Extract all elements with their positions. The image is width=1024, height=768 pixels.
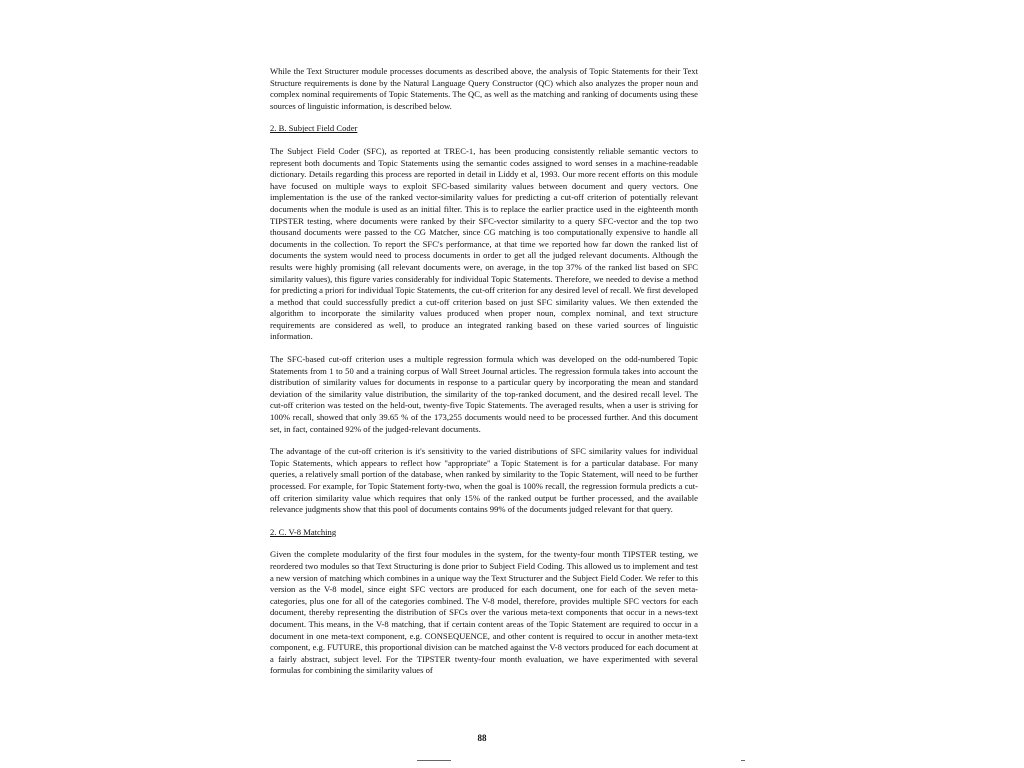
- document-body: [270, 66, 698, 688]
- sfc-paragraph-2: The SFC-based cut-off criterion uses a multiple regression formula which was developed on the odd-numbered Topic Statements from 1 to 50 and a training corpus of Wall Street Journal articles. The regression formula takes into account the distribution of similarity values for documents in response to a particular query by incorporating the mean and standard deviation of the similarity value distribution, the similarity of the top-ranked document, and the desired recall level. The cut-off criterion was tested on the held-out, twenty-five Topic Statements. The averaged results, when a user is striving for 100% recall, showed that only 39.65 % of the 173,255 documents would need to be processed further. And this document set, in fact, contained 92% of the judged-relevant documents.: [270, 354, 698, 434]
- sfc-paragraph-1: The Subject Field Coder (SFC), as reported at TREC-1, has been producing consistently reliable semantic vectors to represent both documents and Topic Statements using the semantic codes assigned to word senses in a machine-readable dictionary. Details regarding this process are reported in detail in Liddy et al, 1993. Our more recent efforts on this module have focused on multiple ways to exploit SFC-based similarity values between document and query vectors. One implementation is the use of the ranked vector-similarity values for predicting a cut-off criterion of potentially relevant documents when the module is used as an initial filter. This is to replace the earlier practice used in the eighteenth month TIPSTER testing, where documents were ranked by their SFC-vector similarity to a query SFC-vector and the top two thousand documents were passed to the CG Matcher, since CG matching is too computationally expensive to handle all documents in the collection. To report the SFC's performance, at that time we reported how far down the ranked list of documents the system would need to process documents in order to get all the judged relevant documents. Although the results were highly promising (all relevant documents were, on average, in the top 37% of the ranked list based on SFC similarity values), this figure varies considerably for individual Topic Statements. Therefore, we needed to devise a method for predicting a priori for individual Topic Statements, the cut-off criterion for any desired level of recall. We first developed a method that could successfully predict a cut-off criterion based on just SFC similarity values. We then extended the algorithm to incorporate the similarity values produced when proper noun, complex nominal, and text structure requirements are considered as well, to produce an integrated ranking based on these varied sources of linguistic information.: [270, 145, 699, 342]
- footer-rule-right: [741, 760, 745, 761]
- intro-paragraph: While the Text Structurer module processes documents as described above, the analysis of Topic Statements for their Text Structure requirements is done by the Natural Language Query Constructor (QC) which also analyzes the proper noun and complex nominal requirements of Topic Statements. The QC, as well as the matching and ranking of documents using these sources of linguistic information, is described below.: [270, 66, 698, 111]
- v8-paragraph-1: Given the complete modularity of the first four modules in the system, for the twenty-four month TIPSTER testing, we reordered two modules so that Text Structuring is done prior to Subject Field Coding. This allowed us to implement and test a new version of matching which combines in a unique way the Text Structurer and the Subject Field Coder. We refer to this version as the V-8 model, since eight SFC vectors are produced for each document, one for each of the seven meta-categories, plus one for all of the categories combined. The V-8 model, therefore, provides multiple SFC vectors for each document, thereby representing the distribution of SFCs over the various meta-text components that occur in a news-text document. This means, in the V-8 matching, that if certain content areas of the Topic Statement are required to occur in a document in one meta-text component, e.g. CONSEQUENCE, and other content is required to occur in another meta-text component, e.g. FUTURE, this proportional division can be matched against the V-8 vectors produced for each document at a fairly abstract, subject level. For the TIPSTER twenty-four month evaluation, we have experimented with several formulas for combining the similarity values of: [270, 549, 698, 676]
- page-number: 88: [477, 733, 487, 743]
- sfc-paragraph-3: The advantage of the cut-off criterion is it's sensitivity to the varied distributions of SFC similarity values for individual Topic Statements, which appears to reflect how "appropriate" a Topic Statement is for a particular database. For many queries, a relatively small portion of the database, when ranked by similarity to the Topic Statement, will need to be further processed. For example, for Topic Statement forty-two, when the goal is 100% recall, the regression formula predicts a cut-off criterion similarity value which requires that only 15% of the ranked output be further processed, and the available relevance judgments show that this pool of documents contains 99% of the documents judged relevant for that query.: [270, 446, 698, 515]
- section-heading-subject-field-coder: 2. B. Subject Field Coder: [270, 123, 358, 134]
- footer-rule-left: [417, 760, 451, 761]
- section-heading-v8-matching: 2. C. V-8 Matching: [270, 526, 337, 537]
